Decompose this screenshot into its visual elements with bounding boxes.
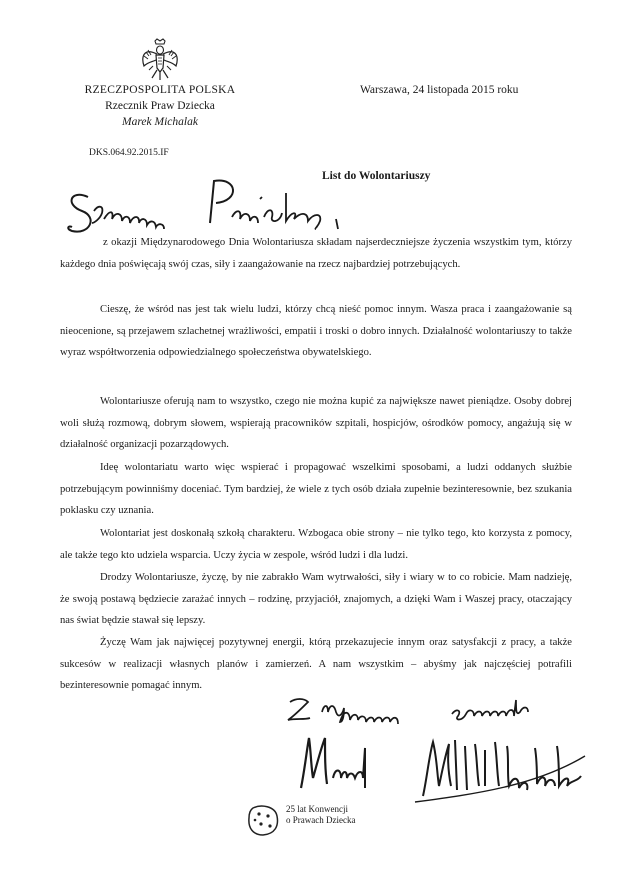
paragraph-2: Cieszę, że wśród nas jest tak wielu ludzi, którzy chcą nieść pomoc innym. Wasza praca i zaangażowanie są nieocenione, są przejawem szlachetnej wrażliwości, empatii i troski o dobro innych. Działalność wolontariuszy to także wyraz współtworzenia odpowiedzialnego społeczeństwa obywatelskiego. [60,304,572,358]
polish-eagle-icon [140,38,180,82]
logo-text-line-2: o Prawach Dziecka [286,815,356,825]
handwritten-signature [295,726,595,806]
paragraph-7: Życzę Wam jak najwięcej pozytywnej energii, którą przekazujecie innym oraz satysfakcji z pracy, a także sukcesów w realizacji własnych planów i zamierzeń. A nam wszystkim – abyśmy jak najczęściej potrafili bezinteresownie pomagać innym. [60,637,572,691]
paragraph-6: Drodzy Wolontariusze, życzę, by nie zabrakło Wam wytrwałości, siły i wiary w to co robicie. Mam nadzieję, że swoją postawą będziecie zarażać innych – rodzinę, przyjaciół, znajomych, a dzięki Wam i Waszej pracy, otaczający nas świat będzie stawał się lepszy. [60,572,572,626]
convention-logo-icon [245,802,281,838]
paragraph-1: z okazji Międzynarodowego Dnia Wolontariusza składam najserdeczniejsze życzenia wszystkim tym, którzy każdego dnia poświęcają swój czas, siły i zaangażowanie na rzecz najbardziej potrzebujących. [60,237,572,270]
logo-text-line-1: 25 lat Konwencji [286,804,348,814]
reference-number: DKS.064.92.2015.IF [89,148,169,158]
handwritten-closing [282,688,582,728]
place-date: Warszawa, 24 listopada 2015 roku [360,84,519,96]
office-name: Rzecznik Praw Dziecka [105,100,215,112]
paragraph-4: Ideę wolontariatu warto więc wspierać i propagować wszelkimi sposobami, a ludzi oddanych służbie potrzebującym powinniśmy doceniać. Tym bardziej, że wiele z tych osób działa zupełnie bezinteresownie, bez szukania poklasku czy uznania. [60,462,572,516]
institution-name: RZECZPOSPOLITA POLSKA [84,84,236,96]
paragraph-5: Wolontariat jest doskonałą szkołą charakteru. Wzbogaca obie strony – nie tylko tego, kto korzysta z pomocy, ale także tego kto udziela wsparcia. Uczy życia w zespole, wśród ludzi i dla ludzi. [60,528,572,561]
paragraph-3: Wolontariusze oferują nam to wszystko, czego nie można kupić za największe nawet pieniądze. Osoby dobrej woli służą rozmową, dobrym słowem, wspierają pracowników szpitali, hospicjów, ośrodków pomocy, angażują się w działalność organizacji pozarządowych. [60,396,572,450]
letter-title: List do Wolontariuszy [322,170,431,182]
author-name: Marek Michalak [122,116,198,128]
logo-text [286,804,355,826]
